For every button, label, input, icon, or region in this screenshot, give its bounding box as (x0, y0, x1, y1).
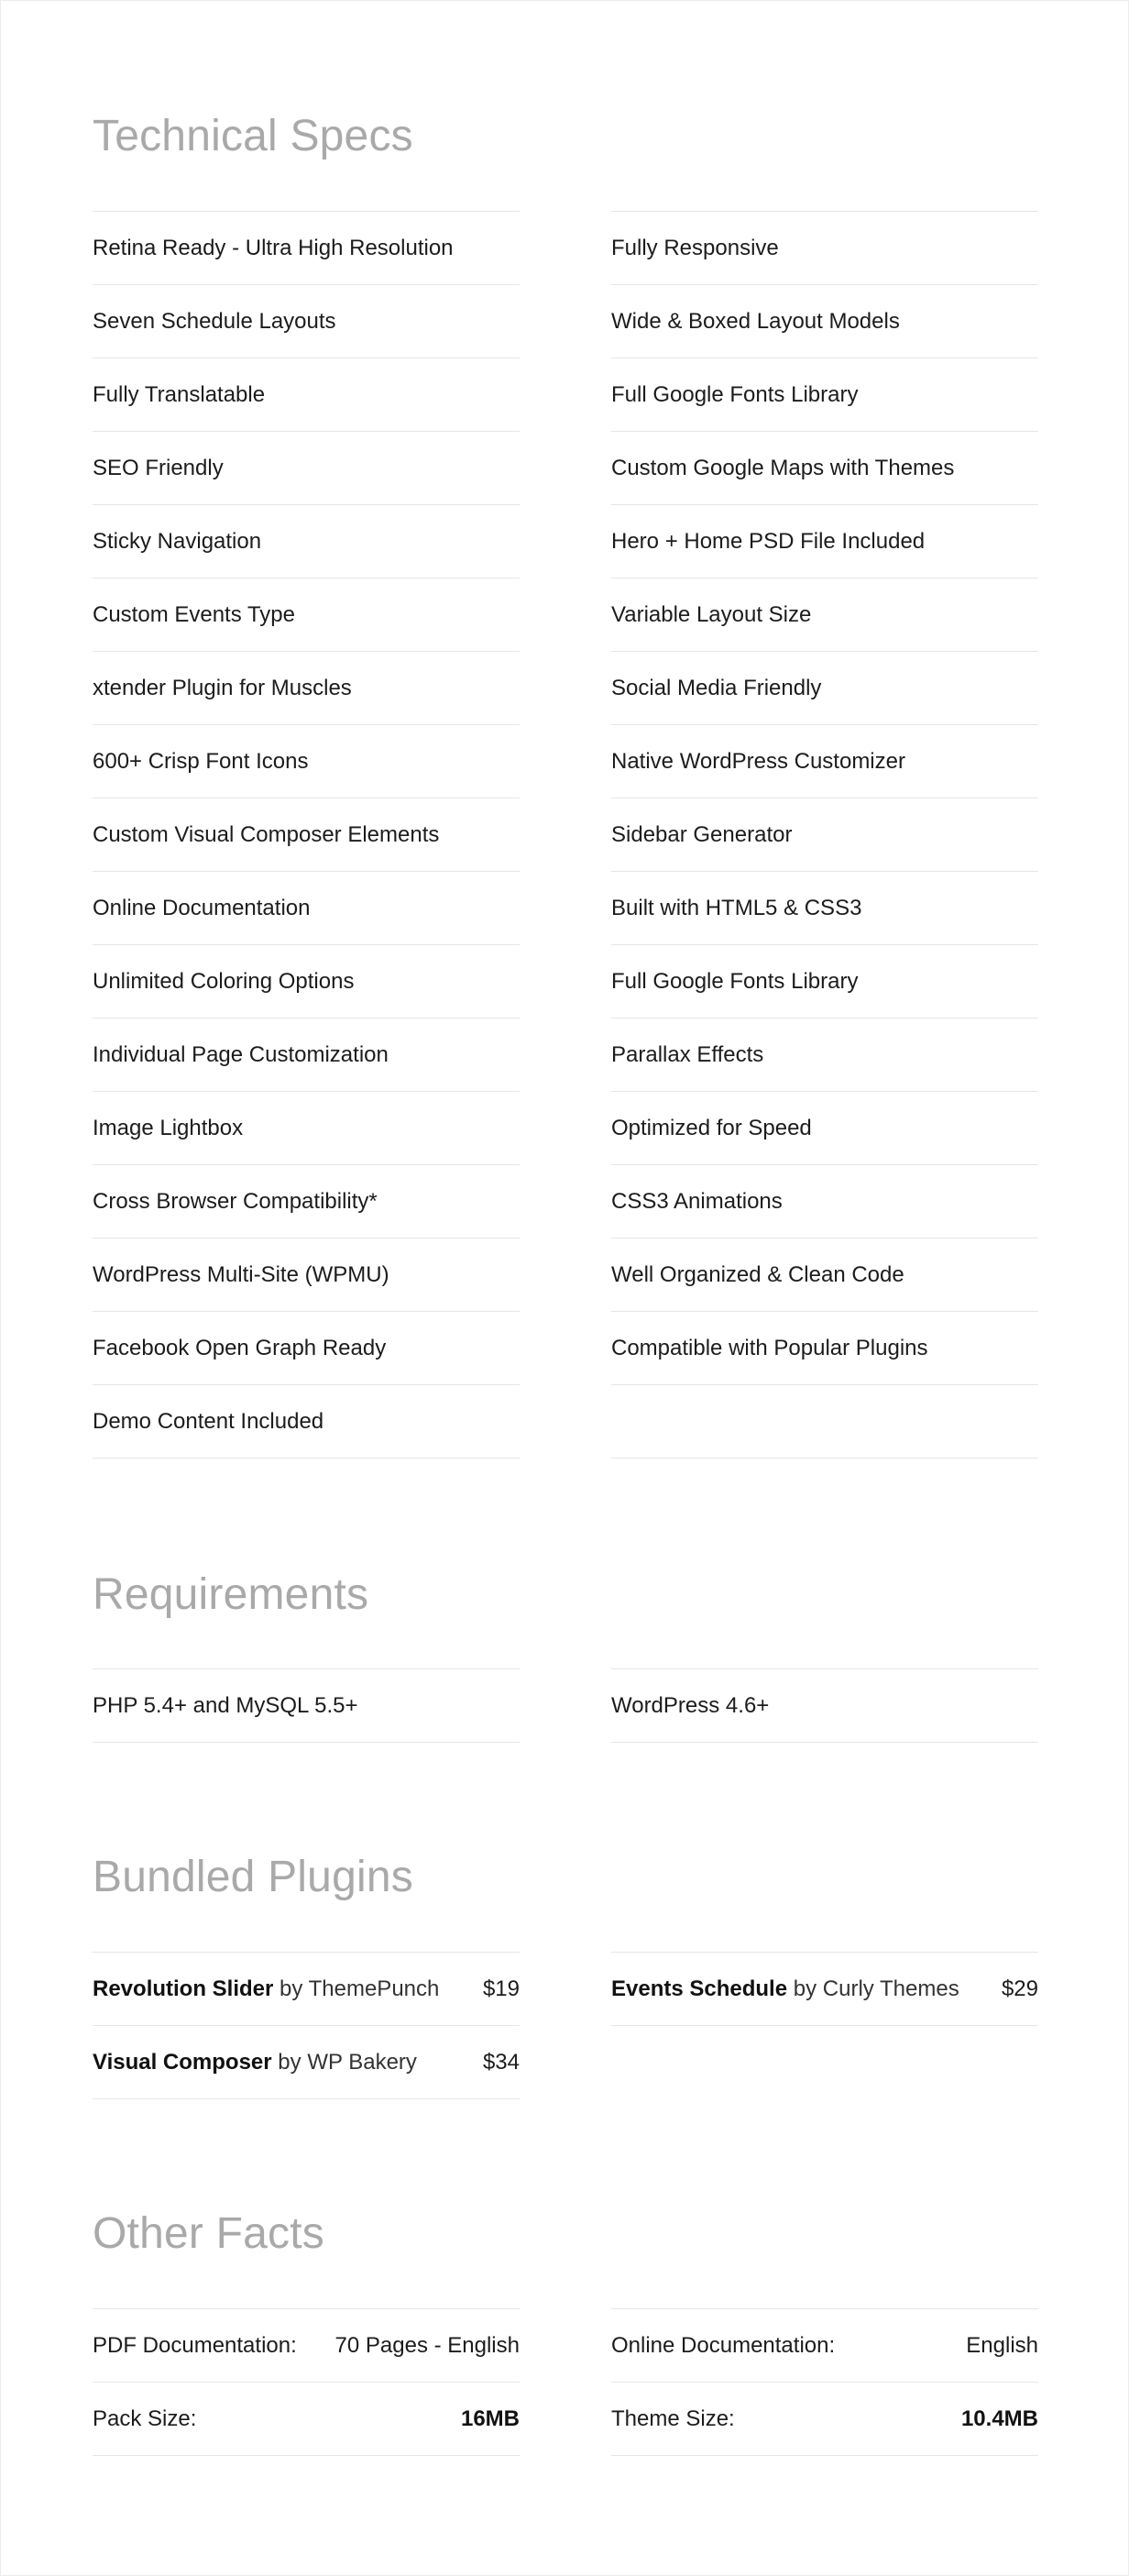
technical-specs-title: Technical Specs (93, 112, 413, 160)
spec-label: Cross Browser Compatibility* (93, 1188, 378, 1214)
plugin-title (611, 1976, 959, 2002)
fact-value: 70 Pages - English (334, 2332, 520, 2358)
spec-label: Online Documentation (93, 895, 311, 920)
spec-row (611, 1311, 1038, 1384)
fact-row (611, 2382, 1038, 2456)
spec-label: Native WordPress Customizer (611, 748, 905, 774)
fact-value: 10.4MB (960, 2405, 1038, 2431)
spec-label: Custom Events Type (93, 601, 295, 627)
spec-row (93, 944, 520, 1018)
fact-value: 16MB (460, 2405, 520, 2431)
spec-row (611, 358, 1038, 431)
spec-label: Retina Ready - Ultra High Resolution (93, 235, 454, 260)
spec-row (611, 724, 1038, 798)
plugin-price: $29 (1001, 1976, 1038, 2001)
spec-label: CSS3 Animations (611, 1188, 783, 1214)
spec-row (611, 1384, 1038, 1459)
spec-row (611, 211, 1038, 284)
requirements-title: Requirements (93, 1570, 369, 1619)
spec-label: Custom Google Maps with Themes (611, 455, 955, 480)
spec-row (93, 1311, 520, 1384)
plugin-name: Visual Composer (93, 2049, 272, 2075)
other-facts-left-list (93, 2308, 520, 2456)
spec-row (93, 651, 520, 724)
requirements-left-list (93, 1668, 520, 1743)
spec-label: Full Google Fonts Library (611, 381, 859, 407)
spec-row (93, 431, 520, 504)
spec-row (611, 944, 1038, 1018)
spec-label: Wide & Boxed Layout Models (611, 308, 900, 334)
spec-row (611, 504, 1038, 578)
fact-row (93, 2308, 520, 2382)
spec-label: Optimized for Speed (611, 1115, 812, 1140)
fact-row (93, 2382, 520, 2456)
spec-label: Unlimited Coloring Options (93, 968, 355, 994)
technical-specs-right-list (611, 211, 1038, 1459)
fact-label: Online Documentation: (611, 2332, 836, 2358)
spec-row (93, 1091, 520, 1164)
spec-row (611, 284, 1038, 358)
spec-label: Fully Responsive (611, 235, 779, 260)
spec-row (93, 724, 520, 798)
spec-row (93, 1668, 520, 1743)
spec-row (611, 578, 1038, 651)
plugin-price: $34 (482, 2049, 520, 2075)
spec-label: Social Media Friendly (611, 675, 822, 700)
fact-label: PDF Documentation: (93, 2332, 297, 2358)
spec-row (93, 504, 520, 578)
spec-label: PHP 5.4+ and MySQL 5.5+ (93, 1692, 358, 1718)
spec-label: Image Lightbox (93, 1115, 244, 1140)
fact-value: English (966, 2332, 1038, 2358)
technical-specs-left-list (93, 211, 520, 1459)
spec-label: Facebook Open Graph Ready (93, 1335, 387, 1360)
spec-row (93, 358, 520, 431)
spec-row (611, 798, 1038, 871)
spec-label: Hero + Home PSD File Included (611, 528, 926, 554)
spec-label: Sticky Navigation (93, 528, 262, 554)
plugin-title (93, 2050, 417, 2075)
spec-row (611, 1164, 1038, 1238)
spec-row (611, 431, 1038, 504)
spec-row (93, 871, 520, 944)
plugin-author: by Curly Themes (793, 1976, 959, 2001)
plugin-price: $19 (482, 1976, 520, 2001)
plugin-row (93, 2025, 520, 2099)
spec-row (611, 1091, 1038, 1164)
spec-label: xtender Plugin for Muscles (93, 675, 352, 700)
spec-label: SEO Friendly (93, 455, 224, 480)
spec-label: 600+ Crisp Font Icons (93, 748, 309, 774)
spec-row (93, 1238, 520, 1311)
spec-row (611, 651, 1038, 724)
plugin-author: by ThemePunch (280, 1976, 440, 2001)
spec-label: Seven Schedule Layouts (93, 308, 336, 334)
bundled-plugins-left-list (93, 1952, 520, 2099)
spec-label: Fully Translatable (93, 381, 266, 407)
other-facts-title: Other Facts (93, 2209, 324, 2258)
plugin-row (93, 1952, 520, 2025)
plugin-name: Events Schedule (611, 1976, 788, 2001)
plugin-name: Revolution Slider (93, 1976, 274, 2001)
spec-label: Custom Visual Composer Elements (93, 821, 440, 847)
spec-label: Demo Content Included (93, 1408, 324, 1434)
fact-label: Pack Size: (93, 2405, 197, 2431)
fact-row (611, 2308, 1038, 2382)
spec-row (611, 1668, 1038, 1743)
spec-label: Parallax Effects (611, 1041, 764, 1067)
spec-label: Built with HTML5 & CSS3 (611, 895, 862, 920)
plugin-row (611, 1952, 1038, 2026)
spec-label: WordPress Multi-Site (WPMU) (93, 1261, 389, 1287)
spec-row (611, 871, 1038, 944)
spec-row (93, 798, 520, 871)
spec-row (93, 1164, 520, 1238)
bundled-plugins-right-list (611, 1952, 1038, 2026)
bundled-plugins-title: Bundled Plugins (93, 1853, 413, 1901)
spec-label: Compatible with Popular Plugins (611, 1335, 928, 1360)
plugin-author: by WP Bakery (278, 2049, 417, 2075)
spec-label: Variable Layout Size (611, 601, 812, 627)
requirements-right-list (611, 1668, 1038, 1743)
spec-label: Well Organized & Clean Code (611, 1261, 904, 1287)
spec-label: Individual Page Customization (93, 1041, 389, 1067)
spec-label: Sidebar Generator (611, 821, 793, 847)
spec-row (93, 1018, 520, 1091)
plugin-title (93, 1976, 439, 2002)
spec-row (611, 1238, 1038, 1311)
other-facts-right-list (611, 2308, 1038, 2456)
spec-row (93, 578, 520, 651)
spec-label: WordPress 4.6+ (611, 1692, 770, 1718)
fact-label: Theme Size: (611, 2405, 735, 2431)
spec-row (93, 1384, 520, 1459)
spec-row (93, 284, 520, 358)
spec-row (93, 211, 520, 284)
spec-row (611, 1018, 1038, 1091)
spec-label: Full Google Fonts Library (611, 968, 859, 994)
